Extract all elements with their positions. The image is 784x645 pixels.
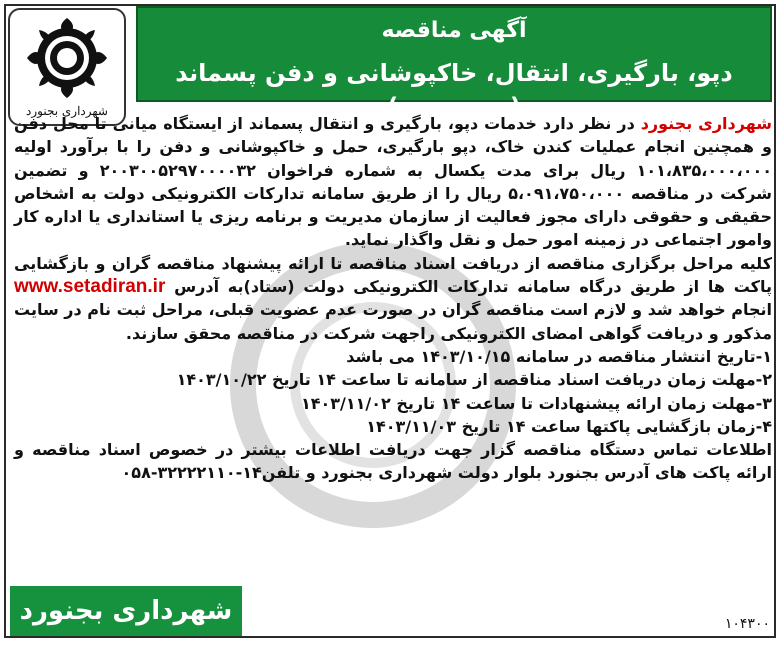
intro-text: در نظر دارد خدمات دپو، بارگیری و انتقال پسماند از ایستگاه میانی تا محل دفن و همچنین انجام عملیات کندن خاک، دپو بارگیری، حمل و خاکپوشانی و دفن را با برآورد اولیه ۱۰۱،۸۳۵،۰۰۰،۰۰۰ ریال برای مدت یکسال به شماره فراخوان ۲۰۰۳۰۰۵۲۹۷۰۰۰۰۳۲ و تضمین شرکت در مناقصه ۵،۰۹۱،۷۵۰،۰۰۰ ریال را از طریق سامانه تدارکات الکترونیکی دولت به اشخاص حقیقی و حقوقی دارای مجوز فعالیت از سازمان مدیریت و برنامه ریزی یا استانداری یا اداره کار وامور اجتماعی در زمینه امور حمل و نقل واگذار نماید.	[14, 114, 772, 250]
intro-paragraph	[14, 112, 772, 252]
procedure-paragraph	[14, 252, 772, 345]
procedure-text-end: انجام خواهد شد و لازم است مناقصه گران در صورت عدم عضویت قبلی، مراحل ثبت نام در سایت مذکور و دریافت گواهی امضای الکترونیکی راجهت شرکت در مناقصه محقق سازند.	[14, 300, 772, 343]
ad-subtitle: دپو، بارگیری، انتقال، خاکپوشانی و دفن پسماند (نوبت دوم)	[175, 59, 733, 121]
logo-caption: شهرداری بجنورد	[26, 104, 108, 118]
date-item: ۲-مهلت زمان دریافت اسناد مناقصه از سامانه تا ساعت ۱۴ تاریخ ۱۴۰۳/۱۰/۲۲	[176, 370, 772, 390]
ad-code: ۱۰۴۳۰۰	[724, 616, 770, 632]
emblem-icon	[10, 10, 124, 100]
municipality-logo	[8, 8, 126, 126]
ad-header	[136, 6, 772, 121]
dates-list	[14, 345, 772, 438]
date-item: ۱-تاریخ انتشار مناقصه در سامانه ۱۴۰۳/۱۰/۱۵ می باشد	[346, 346, 772, 366]
contact-paragraph: اطلاعات تماس دستگاه مناقصه گزار جهت دریافت اطلاعات بیشتر در خصوص اسناد مناقصه و ارائه پاکت های آدرس بجنورد بلوار دولت شهرداری بجنورد و تلفن۱۴-۳۲۲۲۲۱۱۰-۰۵۸	[14, 440, 772, 483]
date-item: ۴-زمان بازگشایی پاکتها ساعت ۱۴ تاریخ ۱۴۰۳/۱۱/۰۳	[366, 416, 772, 436]
setad-url-link[interactable]: www.setadiran.ir	[14, 276, 166, 298]
procedure-text-start: کلیه مراحل برگزاری مناقصه از دریافت اسناد مناقصه تا ارائه پیشنهاد مناقصه گران و بازگشایی پاکت ها از طریق درگاه سامانه تدارکات الکترونیکی دولت (ستاد)به آدرس	[14, 253, 772, 297]
ad-title: آگهی مناقصه	[381, 18, 527, 43]
date-item: ۳-مهلت زمان ارائه پیشنهادات تا ساعت ۱۴ تاریخ ۱۴۰۳/۱۱/۰۲	[300, 393, 772, 413]
ad-body	[14, 112, 772, 485]
organization-name: شهرداری بجنورد	[640, 114, 772, 133]
signature-box: شهرداری بجنورد	[10, 586, 242, 636]
